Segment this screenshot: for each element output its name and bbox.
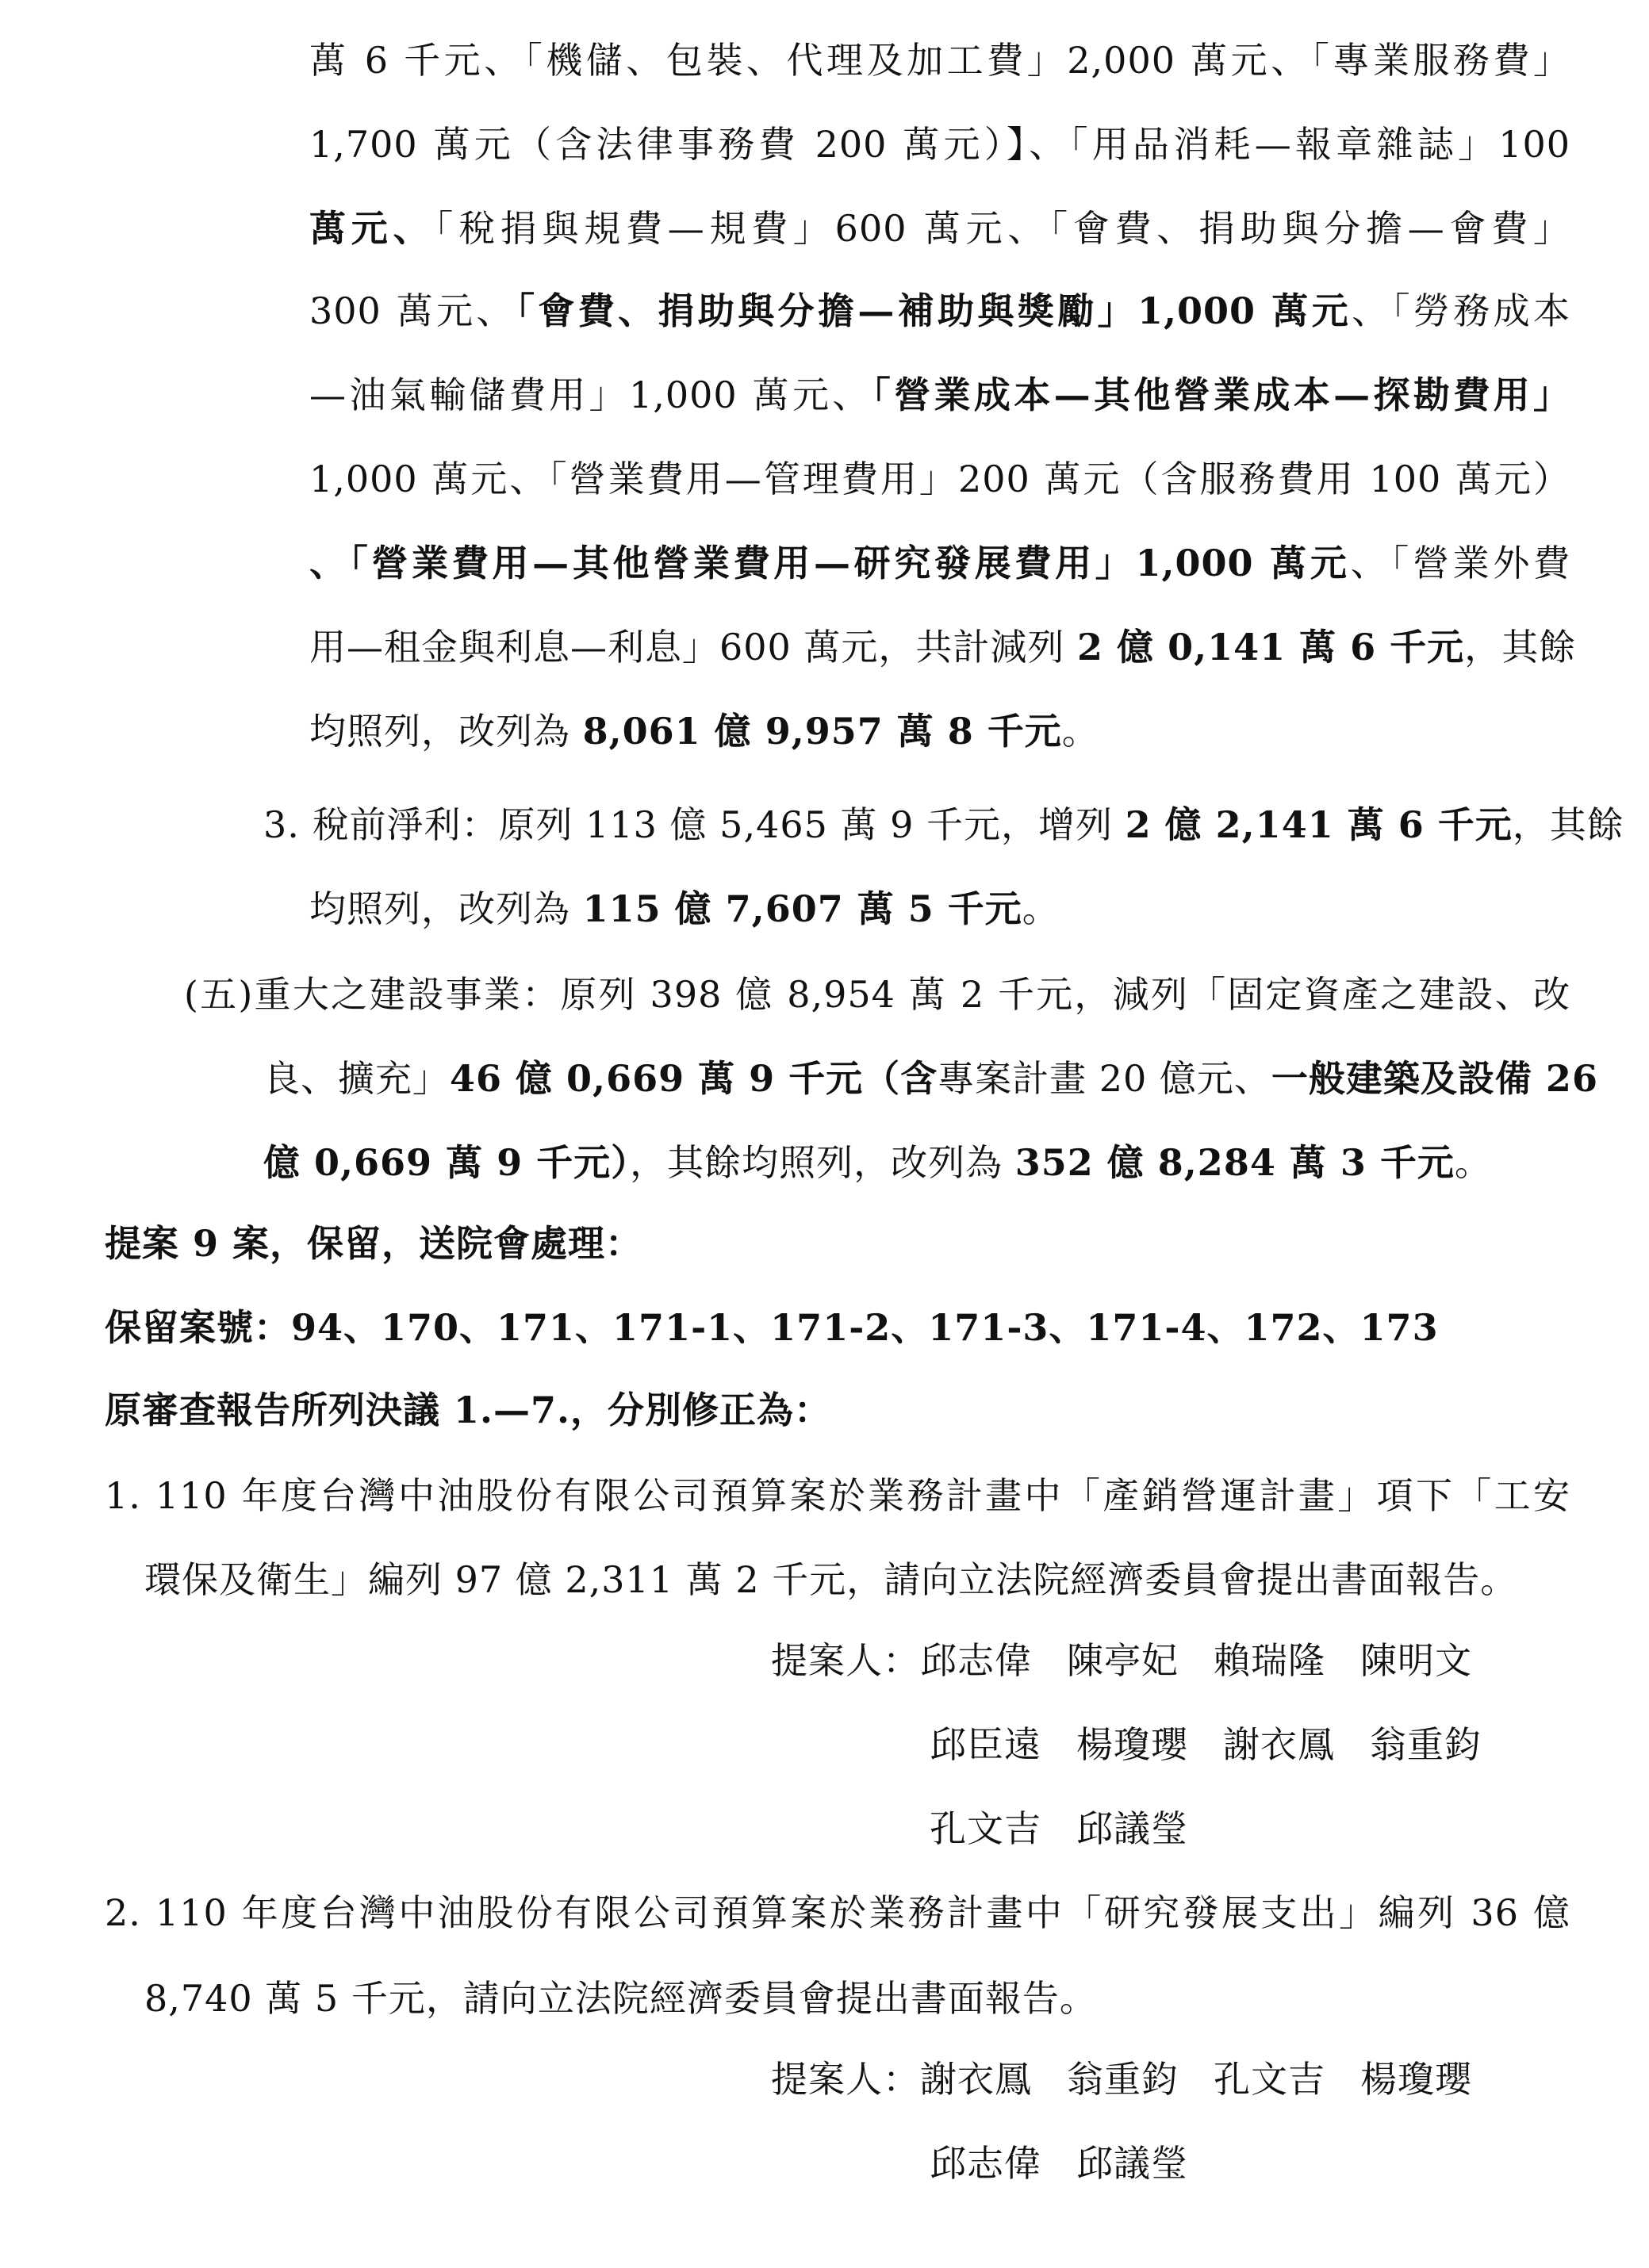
revision-heading: 原審查報告所列決議 1.—7.，分別修正為： <box>105 1389 832 1431</box>
resolution2-line-2: 8,740 萬 5 千元，請向立法院經濟委員會提出書面報告。 <box>144 1977 1097 2020</box>
resolution1-line-1: 1. 110 年度台灣中油股份有限公司預算案於業務計畫中「產銷營運計畫」項下「工安 <box>105 1474 1570 1517</box>
para-line-1: 萬 6 千元、「機儲、包裝、代理及加工費」2,000 萬元、「專業服務費」 <box>309 39 1570 82</box>
item3-line-2b: 115 億 7,607 萬 5 千元 <box>582 887 1022 930</box>
para-line-9 <box>309 707 1099 755</box>
item5-line-2b: 46 億 0,669 萬 9 千元（含 <box>450 1057 938 1100</box>
resolution1-proposers-row-1 <box>771 1637 1472 1684</box>
item3-line-2a: 均照列，改列為 <box>309 887 583 930</box>
proposer-name: 邱議瑩 <box>1076 1807 1188 1850</box>
resolution1-line-2: 環保及衛生」編列 97 億 2,311 萬 2 千元，請向立法院經濟委員會提出書面報告。 <box>144 1558 1518 1601</box>
para-line-3b: 「稅捐與規費—規費」600 萬元、「會費、捐助與分擔—會費」 <box>435 207 1571 250</box>
proposer-name: 孔文吉 <box>1214 2058 1325 2101</box>
proposals-heading: 提案 9 案，保留，送院會處理： <box>105 1222 643 1265</box>
proposer-name: 陳亭妃 <box>1067 1639 1179 1682</box>
para-line-5 <box>309 371 1570 419</box>
para-line-4c: 、「勞務成本 <box>1352 289 1571 332</box>
item5-line-2d: 一般建築及設備 26 <box>1271 1057 1598 1100</box>
item5-line-3b: ，其餘均照列，改列為 <box>630 1141 1015 1184</box>
para-line-6: 1,000 萬元、「營業費用—管理費用」200 萬元（含服務費用 100 萬元） <box>309 458 1570 500</box>
item5-line-3d: 。 <box>1454 1141 1492 1184</box>
item5-line-1: (五)重大之建設事業：原列 398 億 8,954 萬 2 千元，減列「固定資產之建設、改 <box>184 973 1570 1016</box>
item5-line-2a: 良、擴充」 <box>263 1057 450 1100</box>
proposer-name: 翁重鈞 <box>1067 2058 1179 2101</box>
proposer-name: 楊瓊瓔 <box>1360 2058 1472 2101</box>
proposer-name: 孔文吉 <box>930 1807 1041 1850</box>
para-line-2: 1,700 萬元（含法律事務費 200 萬元）】、「用品消耗—報章雜誌」100 <box>309 123 1570 166</box>
para-line-9b: 8,061 億 9,957 萬 8 千元 <box>582 710 1062 753</box>
item3-line-2 <box>309 885 1060 933</box>
para-line-9c: 。 <box>1061 710 1099 753</box>
reserved-cases: 保留案號：94、170、171、171-1、171-2、171-3、171-4、172、173 <box>105 1306 1439 1349</box>
para-line-3 <box>309 205 1570 252</box>
para-line-5b: 「營業成本—其他營業成本—探勘費用」 <box>872 374 1570 416</box>
resolution1-proposers-row-3 <box>930 1805 1188 1852</box>
para-line-3a: 萬元、 <box>309 207 435 250</box>
proposer-name: 陳明文 <box>1360 1639 1472 1682</box>
para-line-8a: 用—租金與利息—利息」600 萬元，共計減列 <box>309 626 1078 669</box>
resolution2-proposers-row-2 <box>930 2140 1188 2187</box>
item3-line-1b: 2 億 2,141 萬 6 千元 <box>1125 803 1513 846</box>
para-line-8c: ，其餘 <box>1464 626 1577 669</box>
proposer-name: 謝衣鳳 <box>1223 1723 1335 1766</box>
proposer-name: 翁重鈞 <box>1370 1723 1482 1766</box>
proposer-label: 提案人： <box>771 1639 920 1682</box>
para-line-7a: 、「營業費用—其他營業費用—研究發展費用」1,000 萬元 <box>309 542 1351 584</box>
item3-line-2c: 。 <box>1022 887 1060 930</box>
para-line-5a: —油氣輸儲費用」1,000 萬元、 <box>309 374 872 416</box>
proposer-name: 邱臣遠 <box>930 1723 1041 1766</box>
item3-line-1a: 3. 稅前淨利：原列 113 億 5,465 萬 9 千元，增列 <box>263 803 1126 846</box>
proposer-name: 賴瑞隆 <box>1214 1639 1325 1682</box>
item5-line-3 <box>263 1139 1492 1186</box>
resolution1-proposers-row-2 <box>930 1721 1482 1768</box>
para-line-4 <box>309 287 1570 335</box>
item3-line-1 <box>263 801 1624 849</box>
item5-line-2c: 專案計畫 20 億元、 <box>938 1057 1271 1100</box>
item5-line-2 <box>263 1055 1598 1102</box>
para-line-9a: 均照列，改列為 <box>309 710 583 753</box>
proposer-name: 邱志偉 <box>920 1639 1032 1682</box>
proposer-label: 提案人： <box>771 2058 920 2101</box>
proposer-name: 謝衣鳳 <box>920 2058 1032 2101</box>
proposer-name: 邱志偉 <box>930 2142 1041 2185</box>
para-line-8 <box>309 623 1577 671</box>
resolution2-proposers-row-1 <box>771 2055 1472 2103</box>
item5-line-3c: 352 億 8,284 萬 3 千元 <box>1014 1141 1455 1184</box>
para-line-7b: 、「營業外費 <box>1350 542 1570 584</box>
item5-line-3a: 億 0,669 萬 9 千元） <box>263 1141 631 1184</box>
para-line-4b: 「會費、捐助與分擔—補助與獎勵」1,000 萬元 <box>516 289 1352 332</box>
resolution2-line-1: 2. 110 年度台灣中油股份有限公司預算案於業務計畫中「研究發展支出」編列 36 億 <box>105 1891 1570 1934</box>
proposer-name: 楊瓊瓔 <box>1076 1723 1188 1766</box>
para-line-8b: 2 億 0,141 萬 6 千元 <box>1077 626 1465 669</box>
item3-line-1c: ，其餘 <box>1512 803 1624 846</box>
proposer-name: 邱議瑩 <box>1076 2142 1188 2185</box>
para-line-4a: 300 萬元、 <box>309 289 516 332</box>
para-line-7 <box>309 539 1570 587</box>
